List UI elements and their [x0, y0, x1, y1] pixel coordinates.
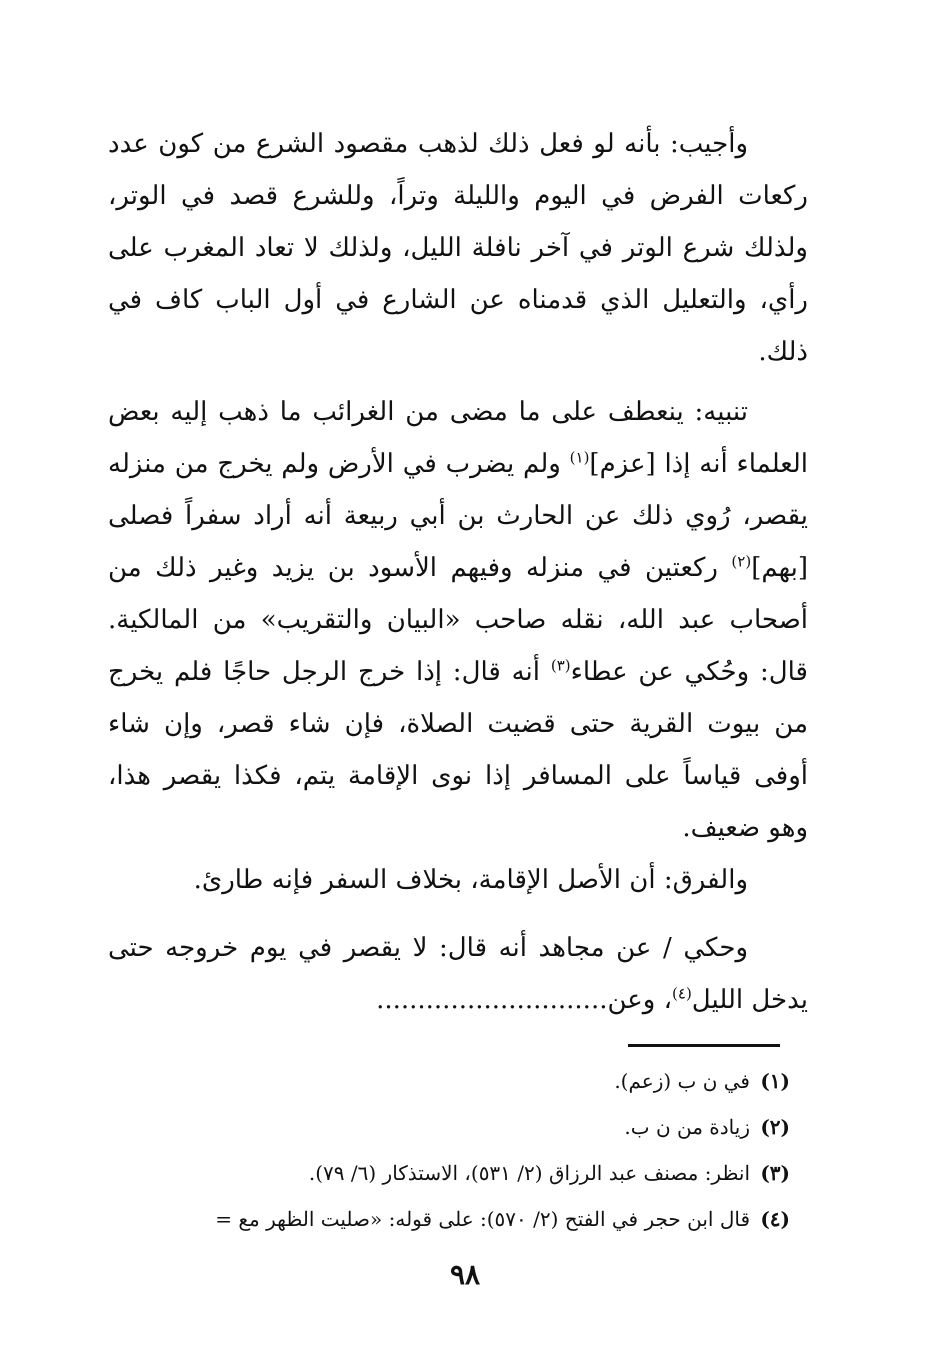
text-run: ركعتين في منزله وفيهم الأسود بن يزيد وغير ذلك من أصحاب عبد الله، نقله صاحب «البيان والتقريب» من المالكية. قال: وحُكي عن عطاء — [108, 553, 808, 687]
paragraph-answer — [108, 118, 808, 378]
footnote-ref[interactable]: (٤) — [672, 984, 692, 1003]
footnote-text: قال ابن حجر في الفتح (٢/ ٥٧٠): على قوله: «صليت الظهر مع = — [215, 1207, 750, 1231]
footnote-item — [90, 1150, 790, 1196]
text-run: أنه قال: إذا خرج الرجل حاجًا فلم يخرج من بيوت القرية حتى قضيت الصلاة، فإن شاء قصر، وإن شاء أوفى قياساً على المسافر إذا نوى الإقامة يتم، فكذا يقصر هذا، وهو ضعيف. — [108, 657, 808, 843]
paragraph-text: وأجيب: بأنه لو فعل ذلك لذهب مقصود الشرع من كون عدد ركعات الفرض في اليوم والليلة وتراً، وللشرع قصد في الوتر، ولذلك شرع الوتر في آخر نافلة الليل، ولذلك لا تعاد المغرب على رأي، والتعليل الذي قدمناه عن الشارع في أول الباب كاف في ذلك. — [108, 129, 808, 367]
text-run: ، وعن — [607, 985, 673, 1015]
text-run: وحكي / عن مجاهد أنه قال: لا يقصر في يوم خروجه حتى يدخل الليل — [108, 933, 808, 1015]
footnote-number: (٤) — [760, 1207, 790, 1231]
page-number: ٩٨ — [449, 1258, 481, 1291]
footnote-ref[interactable]: (٢) — [731, 552, 752, 571]
footnote-number: (٣) — [760, 1161, 790, 1185]
paragraph-text — [108, 386, 808, 854]
footnote-ref[interactable]: (٣) — [550, 656, 571, 675]
footnote-text: زيادة من ن ب. — [624, 1115, 750, 1139]
footnote-text: انظر: مصنف عبد الرزاق (٢/ ٥٣١)، الاستذكار (٦/ ٧٩). — [308, 1161, 750, 1185]
footnote-item — [90, 1058, 790, 1104]
paragraph-mujahid — [108, 922, 808, 1026]
paragraph-difference — [108, 854, 808, 906]
footnote-separator — [628, 1044, 780, 1047]
footnote-number: (٢) — [760, 1115, 790, 1139]
continuation-dots: ............................ — [376, 985, 608, 1015]
text-run: ولم يضرب في الأرض ولم يخرج من منزله يقصر، رُوي ذلك عن الحارث بن أبي ربيعة أنه أراد سفراً فصلى [بهم] — [108, 449, 808, 583]
footnote-ref[interactable]: (١) — [569, 448, 590, 467]
text-run: تنبيه: ينعطف على ما مضى من الغرائب ما ذهب إليه بعض العلماء أنه إذا [عزم] — [108, 397, 808, 479]
footnote-item — [90, 1104, 790, 1150]
paragraph-note — [108, 386, 808, 854]
footnote-item — [90, 1196, 790, 1242]
footnote-text: في ن ب (زعم). — [614, 1069, 750, 1093]
paragraph-text: والفرق: أن الأصل الإقامة، بخلاف السفر فإنه طارئ. — [193, 865, 748, 895]
footnotes — [90, 1058, 790, 1242]
footnote-number: (١) — [760, 1069, 790, 1093]
paragraph-text — [108, 922, 808, 1026]
